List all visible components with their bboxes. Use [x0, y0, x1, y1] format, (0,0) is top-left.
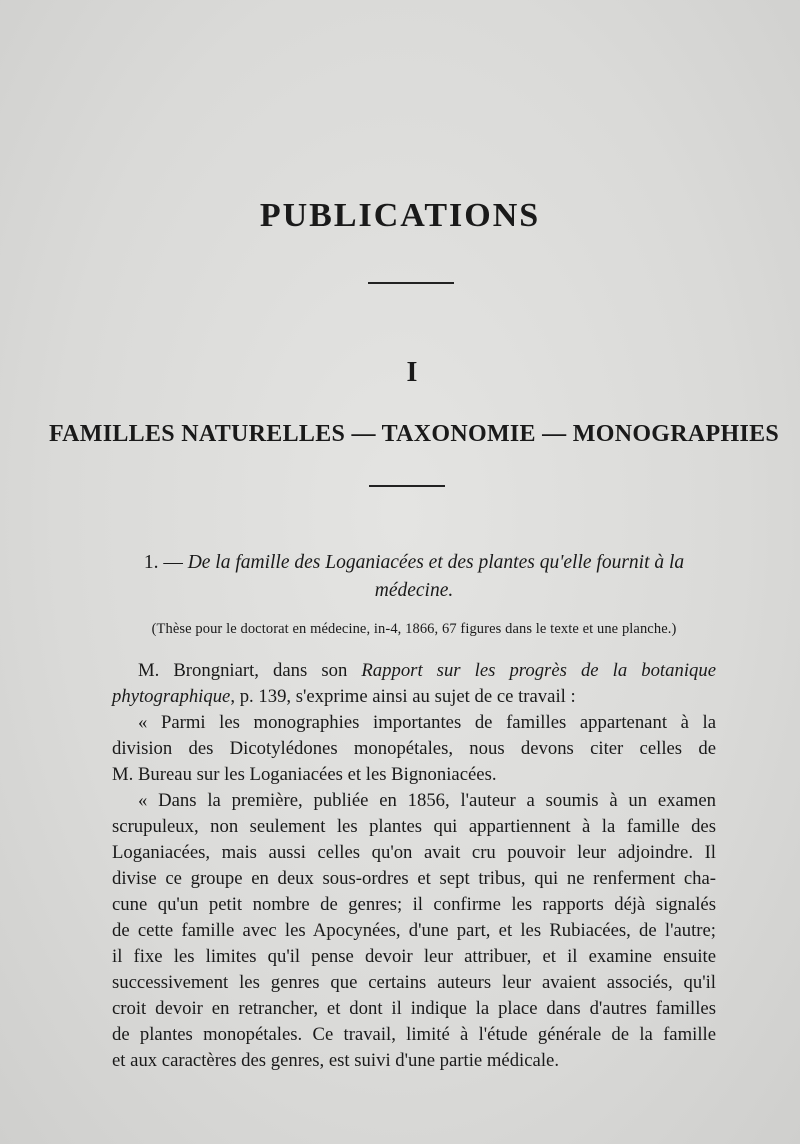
paragraph-line: M. Bureau sur les Loganiacées et les Bignoniacées. — [112, 764, 497, 785]
entry-number: 1. — — [143, 552, 183, 573]
paragraph-line: « Dans la première, publiée en 1856, l'auteur a soumis à un examen — [138, 790, 716, 811]
section-title: FAMILLES NATURELLES — TAXONOMIE — MONOGRAPHIES — [48, 421, 780, 447]
paragraph-line: il fixe les limites qu'il pense devoir leur attribuer, et il examine ensuite — [112, 946, 716, 967]
paragraph-line: scrupuleux, non seulement les plantes qui appartiennent à la famille des — [112, 816, 716, 837]
paragraph-3 — [112, 788, 716, 1074]
paragraph-line: cune qu'un petit nombre de genres; il confirme les rapports déjà signalés — [112, 894, 716, 915]
show-through-text — [118, 68, 718, 94]
paragraph-line: croit devoir en retrancher, et dont il indique la place dans d'autres familles — [112, 998, 716, 1019]
entry-heading — [112, 549, 716, 605]
section-number: I — [406, 357, 418, 388]
title-rule — [368, 282, 454, 284]
paragraph-2 — [112, 710, 716, 788]
paragraph-line: division des Dicotylédones monopétales, nous devons citer celles de — [112, 738, 716, 759]
paragraph-line — [112, 684, 716, 710]
paragraph-line: de cette famille avec les Apocynées, d'une part, et les Rubiacées, de l'autre; — [112, 920, 716, 941]
paragraph-line: de plantes monopétales. Ce travail, limité à l'étude générale de la famille — [112, 1024, 716, 1045]
paragraph-line: Loganiacées, mais aussi celles qu'on avait cru pouvoir leur adjoindre. Il — [112, 842, 716, 863]
paragraph-line — [112, 658, 716, 684]
report-title-continued: phytographique — [112, 686, 231, 707]
section-rule — [369, 485, 445, 487]
paragraph-line: et aux caractères des genres, est suivi d'une partie médicale. — [112, 1050, 559, 1071]
entry-note: (Thèse pour le doctorat en médecine, in-4, 1866, 67 figures dans le texte et une planche.) — [151, 621, 677, 637]
paragraph-line: « Parmi les monographies importantes de familles appartenant à la — [138, 712, 716, 733]
paragraph-line: divise ce groupe en deux sous-ordres et sept tribus, qui ne renferment cha- — [112, 868, 716, 889]
page-title: PUBLICATIONS — [259, 197, 541, 234]
paragraph-line: successivement les genres que certains auteurs leur avaient associés, qu'il — [112, 972, 716, 993]
paragraph-1 — [112, 658, 716, 710]
paragraph-text: M. Brongniart, dans son — [138, 660, 362, 681]
entry-title: De la famille des Loganiacées et des plantes qu'elle fournit à la médecine. — [187, 552, 685, 601]
paragraph-text: , p. 139, s'exprime ainsi au sujet de ce travail : — [230, 686, 576, 707]
report-title: Rapport sur les progrès de la botanique — [361, 660, 716, 681]
